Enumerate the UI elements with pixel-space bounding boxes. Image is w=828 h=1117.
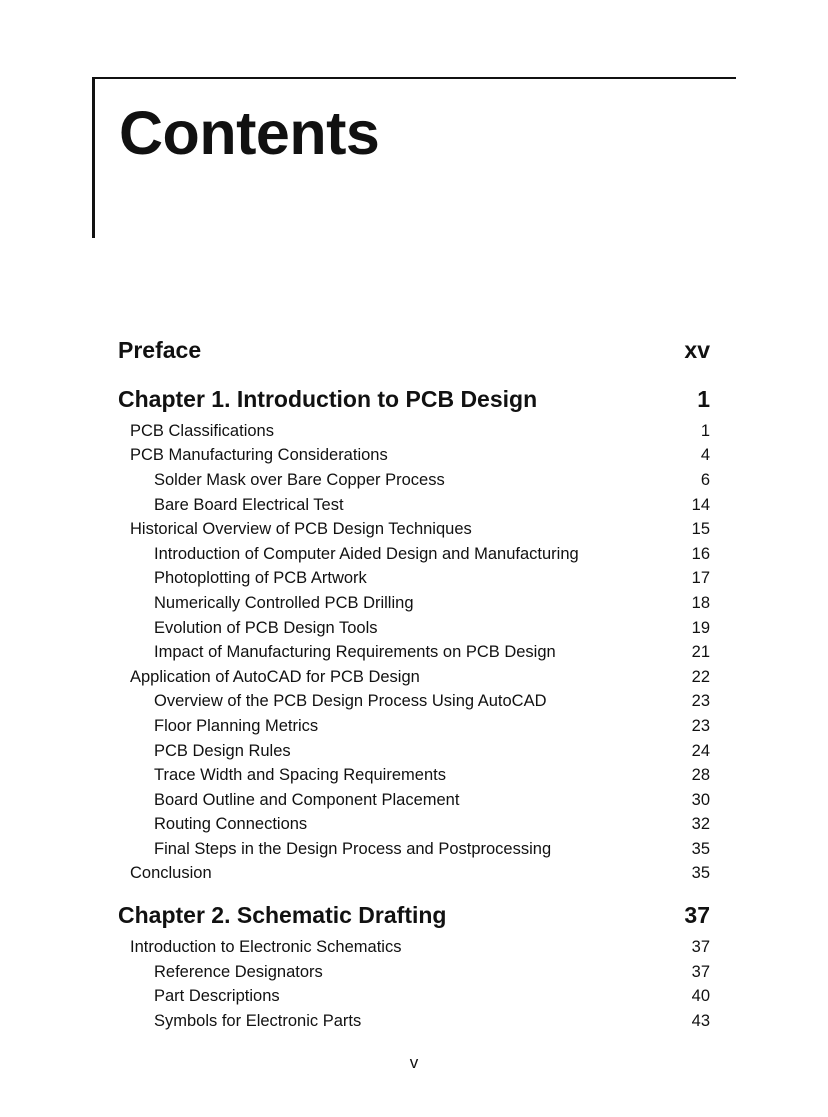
toc-entry-title: PCB Design Rules	[154, 741, 291, 760]
toc-entry-title: Chapter 2. Schematic Drafting	[118, 901, 447, 928]
table-of-contents	[118, 330, 710, 1034]
toc-entry-page: 22	[691, 667, 710, 686]
toc-entry	[118, 419, 710, 444]
toc-entry-page: 43	[691, 1011, 710, 1030]
toc-entry	[118, 517, 710, 542]
toc-entry-page: 21	[691, 643, 710, 662]
toc-entry-page: 18	[691, 593, 710, 612]
toc-entry	[118, 813, 710, 838]
toc-entry-page: 1	[697, 385, 710, 412]
toc-entry	[118, 665, 710, 690]
toc-entry-page: 30	[691, 790, 710, 809]
toc-entry-title: Conclusion	[130, 864, 212, 883]
toc-entry	[118, 468, 710, 493]
toc-entry-page: 15	[691, 520, 710, 539]
toc-entry-title: Symbols for Electronic Parts	[154, 1011, 362, 1030]
toc-entry	[118, 591, 710, 616]
toc-entry	[118, 714, 710, 739]
toc-entry-page: 23	[691, 716, 710, 735]
toc-entry	[118, 444, 710, 469]
toc-entry-title: Numerically Controlled PCB Drilling	[154, 593, 414, 612]
toc-entry-title: Photoplotting of PCB Artwork	[154, 569, 367, 588]
toc-entry-page: 32	[691, 815, 710, 834]
toc-entry	[118, 935, 710, 960]
toc-entry	[118, 763, 710, 788]
toc-entry-title: Application of AutoCAD for PCB Design	[130, 667, 420, 686]
toc-entry	[118, 837, 710, 862]
toc-entry-title: Part Descriptions	[154, 987, 280, 1006]
toc-entry-page: 17	[691, 569, 710, 588]
header-rule	[93, 77, 736, 79]
page-title: Contents	[119, 99, 380, 167]
toc-entry	[118, 788, 710, 813]
toc-entry-title: Evolution of PCB Design Tools	[154, 618, 378, 637]
header-vertical-rule	[92, 77, 95, 238]
toc-entry-page: 16	[691, 544, 710, 563]
toc-entry	[118, 862, 710, 887]
toc-chapter-entry	[118, 330, 710, 370]
toc-entry-page: 19	[691, 618, 710, 637]
toc-entry-title: PCB Classifications	[130, 421, 274, 440]
toc-entry-title: Introduction of Computer Aided Design and Manufacturing	[154, 544, 579, 563]
toc-chapter-entry	[118, 895, 710, 935]
toc-entry	[118, 984, 710, 1009]
toc-entry-title: Board Outline and Component Placement	[154, 790, 460, 809]
toc-entry	[118, 616, 710, 641]
toc-entry-title: Reference Designators	[154, 962, 323, 981]
toc-entry-title: Overview of the PCB Design Process Using AutoCAD	[154, 692, 547, 711]
toc-entry	[118, 640, 710, 665]
toc-entry-title: Solder Mask over Bare Copper Process	[154, 470, 445, 489]
toc-entry-title: PCB Manufacturing Considerations	[130, 446, 388, 465]
toc-entry-page: 6	[700, 470, 710, 489]
toc-entry-page: 24	[691, 741, 710, 760]
toc-entry-page: 35	[691, 864, 710, 883]
toc-entry-title: Trace Width and Spacing Requirements	[154, 766, 446, 785]
toc-entry	[118, 739, 710, 764]
toc-entry-page: 4	[700, 446, 710, 465]
toc-entry-page: 14	[691, 495, 710, 514]
page-number: v	[409, 1053, 419, 1072]
toc-entry-title: Preface	[118, 336, 202, 363]
toc-entry	[118, 493, 710, 518]
toc-entry-title: Introduction to Electronic Schematics	[130, 938, 402, 957]
toc-entry-page: 1	[700, 421, 710, 440]
toc-entry	[118, 567, 710, 592]
toc-entry	[118, 960, 710, 985]
toc-entry-page: 40	[691, 987, 710, 1006]
toc-entry-page: 37	[691, 938, 710, 957]
toc-entry-page: 35	[691, 839, 710, 858]
toc-entry	[118, 542, 710, 567]
toc-entry-page: 28	[691, 766, 710, 785]
toc-entry-title: Bare Board Electrical Test	[154, 495, 344, 514]
toc-entry-page: xv	[684, 336, 710, 363]
toc-entry-page: 37	[684, 901, 710, 928]
toc-entry-title: Historical Overview of PCB Design Techniques	[130, 520, 472, 539]
toc-chapter-entry	[118, 379, 710, 419]
toc-entry-title: Chapter 1. Introduction to PCB Design	[118, 385, 538, 412]
toc-entry-title: Final Steps in the Design Process and Postprocessing	[154, 839, 552, 858]
toc-entry-page: 37	[691, 962, 710, 981]
toc-entry-page: 23	[691, 692, 710, 711]
toc-entry-title: Routing Connections	[154, 815, 308, 834]
toc-entry-title: Floor Planning Metrics	[154, 716, 319, 735]
toc-entry	[118, 690, 710, 715]
toc-entry-title: Impact of Manufacturing Requirements on PCB Design	[154, 643, 556, 662]
toc-entry	[118, 1009, 710, 1034]
